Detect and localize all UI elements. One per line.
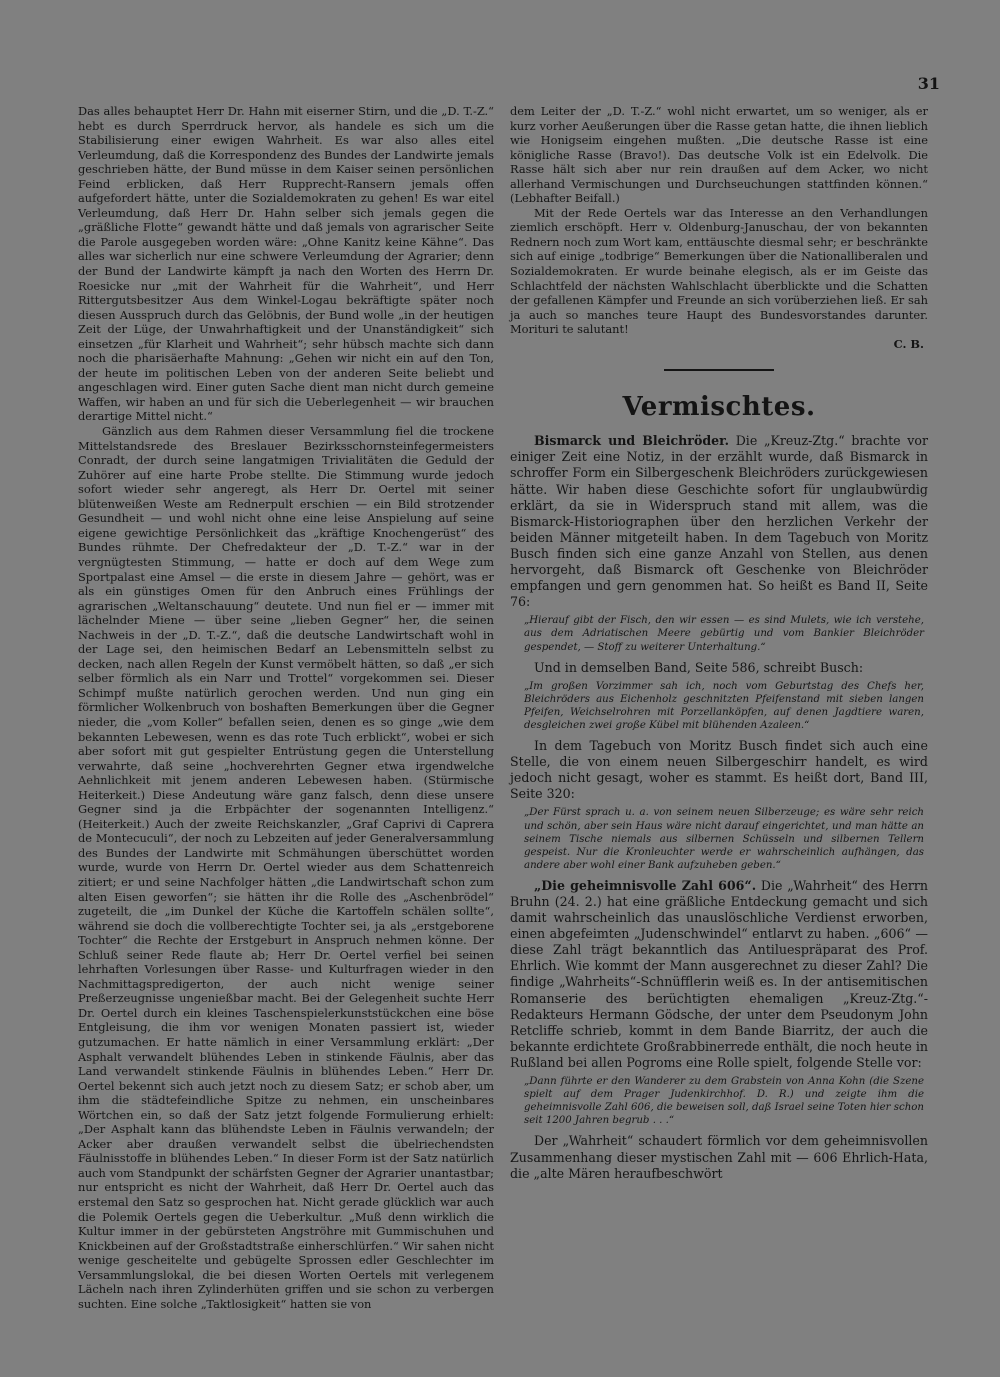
right-paragraph-1: dem Leiter der „D. T.-Z.“ wohl nicht erwartet, um so weniger, als er kurz vorher Aeußerungen über die Rasse getan hatte, die ihnen lieblich wie Honigseim eingehen mußten. „Die deutsche Rasse ist eine königliche Rasse (Bravo!). Das deutsche Volk ist ein Edelvolk. Die Rasse hält sich aber nur rein draußen auf dem Acker, wo nicht allerhand Vermischungen und Durchseuchungen stattfinden können.“ (Lebhafter Beifall.) (510, 104, 928, 206)
right-paragraph-2: Mit der Rede Oertels war das Interesse an den Verhandlungen ziemlich erschöpft. Herr v. Oldenburg-Januschau, der von bekannten Rednern noch zum Wort kam, enttäuschte diesmal sehr; er beschränkte sich auf einige „todbrige“ Bemerkungen über die Nationalliberalen und Sozialdemokraten. Er wurde beinahe elegisch, als er im Geiste das Schlachtfeld der nächsten Wahlschlacht überblickte und die Schatten der gefallenen Kämpfer und Freunde an sich vorüberziehen ließ. Er sah ja auch so manches teure Haupt des Bundesvorstandes darunter. Morituri te salutant! (510, 205, 928, 337)
quotation: „Der Fürst sprach u. a. von seinem neuen Silberzeuge; es wäre sehr reich und schön, aber sein Haus wäre nicht darauf eingerichtet, und man hätte an seinem Tische niemals aus silbernen Schüsseln und silbernen Tellern gespeist. Nur die Kronleuchter werde er wahrscheinlich aufhängen, das andere aber wohl einer Bank aufzuheben geben.“ (524, 807, 924, 871)
left-paragraph-1: Das alles behauptet Herr Dr. Hahn mit eiserner Stirn, und die „D. T.-Z.“ hebt es durch Sperrdruck hervor, als handele es sich um die Stabilisierung einer ewigen Wahrheit. Es war also alles eitel Verleumdung, daß die Korrespondenz des Bundes der Landwirte jemals geschrieben hätte, der Bund müsse in dem Kaiser seinen persönlichen Feind erblicken, daß Herr Rupprecht-Ransern jemals offen aufgefordert hätte, unter die Sozialdemokraten zu gehen! Es war eitel Verleumdung, daß Herr Dr. Hahn selber sich jemals gegen die „gräßliche Flotte“ gewandt hätte und daß jemals von agrarischer Seite die Parole ausgegeben worden wäre: „Ohne Kanitz keine Kähne“. Das alles war sicherlich nur eine schwere Verleumdung der Agrarier; denn der Bund der Landwirte kämpft ja nach den Worten des Herrn Dr. Roesicke nur „mit der Wahrheit für die Wahrheit“, und Herr Rittergutsbesitzer Aus dem Winkel-Logau bekräftigte später noch diesen Ausspruch durch das Gelöbnis, der Bund wolle „in der heutigen Zeit der Lüge, der Unwahrhaftigkeit und der Unanständigkeit“ sich einsetzen „für Klarheit und Wahrheit“; sehr hübsch machte sich dann noch die pharisäerhafte Mahnung: „Gehen wir nicht ein auf den Ton, der heute im politischen Leben von der anderen Seite beliebt und angeschlagen wird. Einer guten Sache dient man nicht durch gemeine Waffen, wir haben an und für sich die Ueberlegenheit — wir brauchen derartige Mittel nicht.“ (78, 104, 494, 424)
article-text: Die „Wahrheit“ des Herrn Bruhn (24. 2.) hat eine gräßliche Entdeckung gemacht und sich damit wahrscheinlich das unauslöschliche Verdienst erworben, einen abgefeimten „Judenschwindel“ entlarvt zu haben. „606“ — diese Zahl trägt bekanntlich das Antiluespräparat des Prof. Ehrlich. Wie kommt der Mann ausgerechnet zu dieser Zahl? Die findige „Wahrheits“-Schnüfflerin weiß es. In der antisemitischen Romanserie des berüchtigten ehemaligen „Kreuz-Ztg.“-Redakteurs Hermann Gödsche, der unter dem Pseudonym John Retcliffe schrieb, kommt in dem Bande Biarritz, der auch die bekannte erdichtete Großrabbinerrede enthält, die noch heute in Rußland bei allen Pogroms eine Rolle spielt, folgende Stelle vor: (510, 877, 928, 1070)
section-heading: Vermischtes. (622, 392, 816, 423)
article-title: Bismarck und Bleichröder. (534, 433, 730, 449)
article-paragraph: Der „Wahrheit“ schaudert förmlich vor dem geheimnisvollen Zusammenhang dieser mystischen Zahl mit — 606 Ehrlich-Hata, die „alte Mären heraufbeschwört (510, 1133, 928, 1181)
quotation: „Im großen Vorzimmer sah ich, noch vom Geburtstag des Chefs her, Bleichröders aus Eichenholz geschnitzten Pfeifenstand mit sieben langen Pfeifen, Weichselrohren mit Porzellanköpfen, auf denen Jagdtiere waren, desgleichen zwei große Kübel mit blühenden Azaleen.“ (524, 680, 924, 731)
article-paragraph: In dem Tagebuch von Moritz Busch findet sich auch eine Stelle, die von einem neuen Silbergeschirr handelt, es wird jedoch nicht gesagt, woher es stammt. Es heißt dort, Band III, Seite 320: (510, 738, 928, 802)
quotation: „Hierauf gibt der Fisch, den wir essen — es sind Mulets, wie ich verstehe, aus dem Adriatischen Meere gebürtig und vom Bankier Bleichröder gespendet, — Stoff zu weiterer Unterhaltung.“ (524, 615, 924, 653)
left-paragraph-2: Gänzlich aus dem Rahmen dieser Versammlung fiel die trockene Mittelstandsrede des Breslauer Bezirksschornsteinfegermeisters Conradt, der durch seine langatmigen Trivialitäten die Geduld der Zuhörer auf eine harte Probe stellte. Die Stimmung wurde jedoch sofort wieder sehr angeregt, als Herr Dr. Oertel mit seiner blütenweißen Weste am Rednerpult erschien — ein Bild strotzender Gesundheit — und wohl nicht ohne eine leise Anspielung auf seine eigene gewichtige Persönlichkeit das „kräftige Knochengerüst“ des Bundes rühmte. Der Chefredakteur der „D. T.-Z.“ war in der vergnügtesten Stimmung, — hatte er doch auf dem Wege zum Sportpalast eine Amsel — die erste in diesem Jahre — gehört, was er als ein günstiges Omen für den Anbruch eines Frühlings der agrarischen „Weltanschauung“ deutete. Und nun fiel er — immer mit lächelnder Miene — über seine „lieben Gegner“ her, die seinen Nachweis in der „D. T.-Z.“, daß die deutsche Landwirtschaft wohl in der Lage sei, den heimischen Bedarf an Lebensmitteln selbst zu decken, nach allen Regeln der Kunst vermöbelt hätten, so daß „er sich selber förmlich als ein Narr und Trottel“ vorgekommen sei. Dieser Schimpf mußte natürlich gerochen werden. Und nun ging ein förmlicher Wolkenbruch von boshaften Bemerkungen über die Gegner nieder, die „vom Koller“ befallen seien, denen es so ginge „wie dem bekannten Lebewesen, wenn es das rote Tuch erblickt“, wobei er sich aber sofort mit gut gespielter Entrüstung gegen die Unterstellung verwahrte, daß seine „hochverehrten Gegner etwa irgendwelche Aehnlichkeit mit jenem anderen Lebewesen haben. (Stürmische Heiterkeit.) Diese Andeutung wäre ganz falsch, denn diese unsere Gegner sind ja die Erbpächter der sogenannten Intelligenz.“ (Heiterkeit.) Auch der zweite Reichskanzler, „Graf Caprivi di Caprera de Montecuculi“, der noch zu Lebzeiten auf jeder Generalversammlung des Bundes der Landwirte mit Schmähungen überschüttet worden wurde, wurde von Herrn Dr. Oertel wieder aus dem Schattenreich zitiert; er und seine Nachfolger hätten „die Landwirtschaft schon zum alten Eisen geworfen“; sie hätten ihr die Rolle des „Aschenbrödel“ zugeteilt, die „im Dunkel der Küche die Kartoffeln schälen sollte“, während sie doch die vollberechtigte Tochter sei, ja als „erstgeborene Tochter“ die Rechte der Erstgeburt in Anspruch nehmen könne. Der Schluß seiner Rede flaute ab; Herr Dr. Oertel verfiel bei seinen lehrhaften Vorlesungen über Rasse- und Kulturfragen wieder in den Nachmittagspredigerton, der auch nicht wenige seiner Preßerzeugnisse ungenießbar macht. Bei der Gelegenheit suchte Herr Dr. Oertel durch ein kleines Taschenspielerkunststückchen eine böse Entgleisung, die ihm vor wenigen Monaten passiert ist, wieder gutzumachen. Er hatte nämlich in einer Versammlung erklärt: „Der Asphalt verwandelt blühendes Leben in stinkende Fäulnis, aber das Land verwandelt stinkende Fäulnis in blühendes Leben.“ Herr Dr. Oertel bekennt sich auch jetzt noch zu diesem Satz; er schob aber, um ihm die städtefeindliche Spitze zu nehmen, ein unscheinbares Wörtchen ein, so daß der Satz jetzt folgende Formulierung erhielt: „Der Asphalt kann das blühendste Leben in Fäulnis verwandeln; der Acker aber draußen verwandelt selbst die übelriechendsten Fäulnisstoffe in blühendes Leben.“ In dieser Form ist der Satz natürlich auch vom Standpunkt der schärfsten Gegner der Agrarier unantastbar; nur entspricht es nicht der Wahrheit, daß Herr Dr. Oertel auch das erstemal den Satz so gesprochen hat. Nicht gerade glücklich war auch die Polemik Oertels gegen die Ueberkultur. „Muß denn wirklich die Kultur immer in der gebürsteten Angströhre mit Gummischuhen und Knickbeinen auf der Großstadtstraße einherschlürfen.“ Wir sahen nicht wenige gescheitelte und gebügelte Sprossen edler Geschlechter im Versammlungslokal, die bei diesen Worten Oertels mit verlegenem Lächeln nach ihren Zylinderhüten griffen und sie schon zu verbergen suchten. Eine solche „Taktlosigkeit“ hatten sie von (78, 424, 494, 1311)
article-paragraph: Und in demselben Band, Seite 586, schreibt Busch: (534, 659, 864, 675)
quotation: „Dann führte er den Wanderer zu dem Grabstein von Anna Kohn (die Szene spielt auf dem Prager Judenkirchhof. D. R.) und zeigte ihm die geheimnisvolle Zahl 606, die beweisen soll, daß Israel seine Toten hier schon seit 1200 Jahren begrub . . .“ (524, 1076, 924, 1127)
left-column (78, 104, 494, 1311)
article-text: Die „Kreuz-Ztg.“ brachte vor einiger Zeit eine Notiz, in der erzählt wurde, daß Bismarck in schroffer Form ein Silbergeschenk Bleichröders zurückgewiesen hätte. Wir haben diese Geschichte sofort für unglaubwürdig erklärt, da sie in Widerspruch stand mit allem, was die Bismarck-Historiographen über den herzlichen Verkehr der beiden Männer mitgeteilt haben. In dem Tagebuch von Moritz Busch finden sich eine ganze Anzahl von Stellen, aus denen hervorgeht, daß Bismarck oft Geschenke von Bleichröder empfangen und gern genommen hat. So heißt es Band II, Seite 76: (510, 433, 928, 610)
author-signature: C. B. (893, 336, 924, 351)
section-divider (664, 369, 774, 371)
article-title: „Die geheimnisvolle Zahl 606“. (534, 877, 757, 893)
article-paragraph (510, 433, 928, 610)
right-column (510, 104, 928, 1182)
miscellany-articles (510, 433, 928, 1181)
article-paragraph (510, 878, 928, 1071)
page-number: 31 (917, 74, 940, 93)
